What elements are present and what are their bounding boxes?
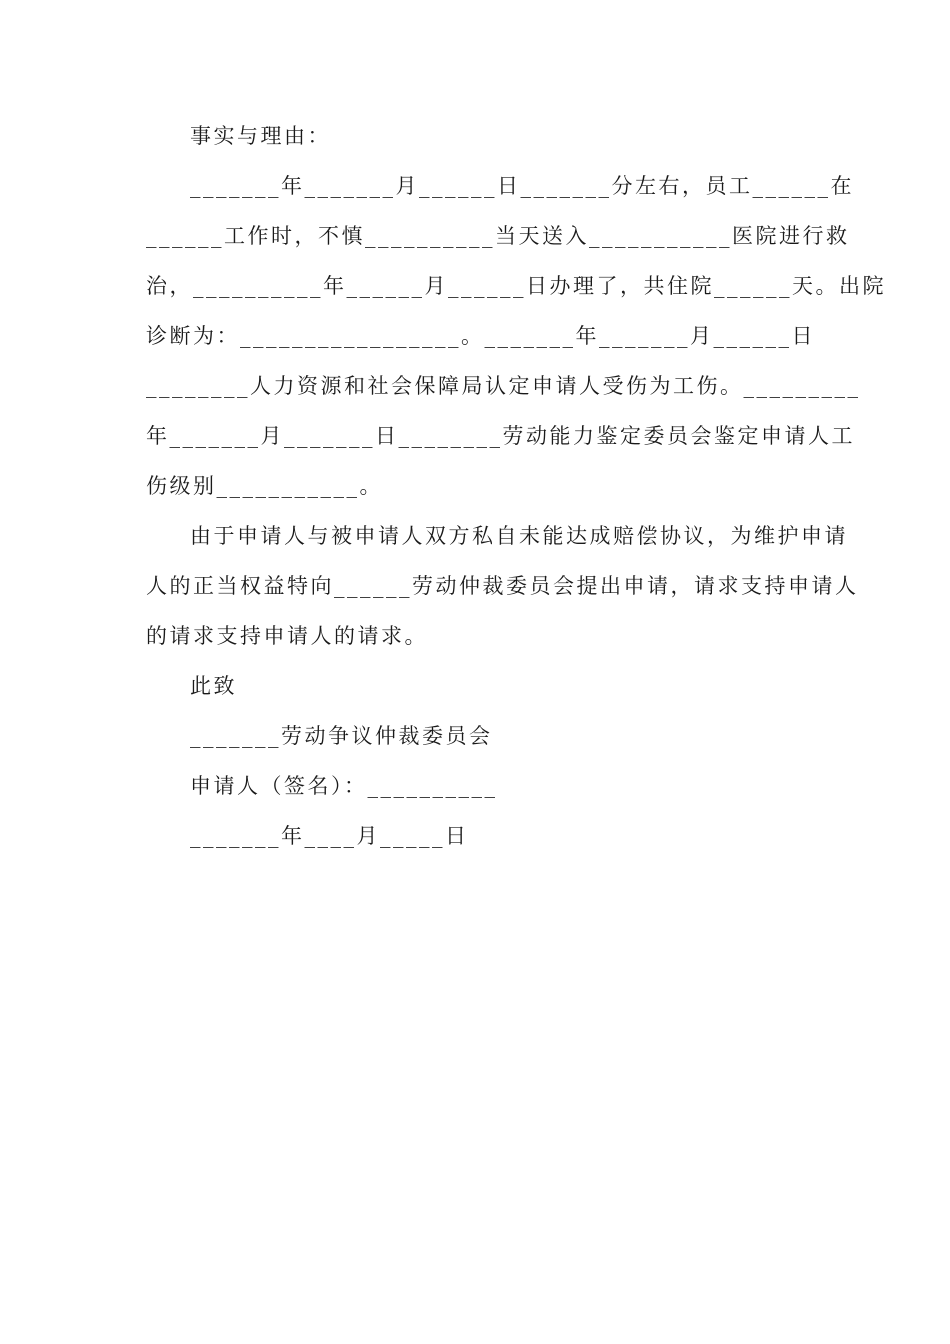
- facts-line-2: ______工作时，不慎__________当天送入___________医院进行救: [146, 224, 850, 248]
- facts-line-3: 治，__________年______月______日办理了，共住院______天。出院: [146, 274, 886, 298]
- signature-line: 申请人（签名）：__________: [190, 774, 498, 798]
- facts-line-7: 伤级别___________。: [146, 474, 383, 498]
- facts-line-6: 年_______月_______日________劳动能力鉴定委员会鉴定申请人工: [146, 424, 855, 448]
- date-line: _______年____月_____日: [190, 824, 469, 848]
- section-heading: 事实与理由：: [190, 124, 331, 148]
- recipient-line: _______劳动争议仲裁委员会: [190, 724, 493, 748]
- facts-line-1: _______年_______月______日_______分左右，员工______在: [190, 174, 854, 198]
- facts-line-4: 诊断为：_________________。_______年_______月______日: [146, 324, 815, 348]
- request-line-2: 人的正当权益特向______劳动仲裁委员会提出申请，请求支持申请人: [146, 574, 859, 598]
- request-line-1: 由于申请人与被申请人双方私自未能达成赔偿协议，为维护申请: [190, 524, 848, 548]
- request-line-3: 的请求支持申请人的请求。: [146, 624, 428, 648]
- closing-text: 此致: [190, 674, 237, 698]
- facts-line-5: ________人力资源和社会保障局认定申请人受伤为工伤。_________: [146, 374, 861, 398]
